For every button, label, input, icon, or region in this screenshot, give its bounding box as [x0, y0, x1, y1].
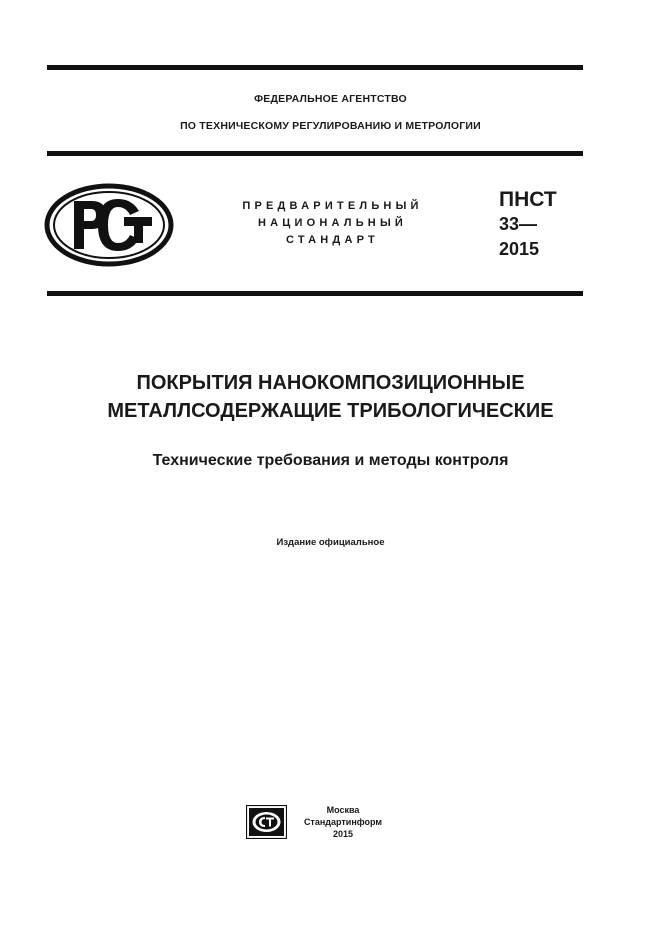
standard-code-number: 33— [499, 214, 538, 234]
publisher-name: Стандартинформ [303, 817, 383, 827]
publisher-city: Москва [326, 805, 360, 815]
standard-type-line-2: НАЦИОНАЛЬНЫЙ [257, 217, 408, 229]
standard-code-prefix: ПНСТ [499, 188, 557, 211]
rst-logo-icon [44, 183, 174, 267]
agency-line-2: ПО ТЕХНИЧЕСКОМУ РЕГУЛИРОВАНИЮ И МЕТРОЛОГИИ [180, 120, 481, 132]
standard-type-line-3: СТАНДАРТ [286, 234, 379, 246]
document-title-line-1: ПОКРЫТИЯ НАНОКОМПОЗИЦИОННЫЕ [136, 372, 525, 394]
agency-line-1: ФЕДЕРАЛЬНОЕ АГЕНТСТВО [254, 93, 407, 105]
header-bottom-rule [47, 151, 583, 156]
logo-bottom-rule [47, 291, 583, 296]
standard-type-line-1: ПРЕДВАРИТЕЛЬНЫЙ [242, 200, 423, 212]
document-title-line-2: МЕТАЛЛСОДЕРЖАЩИЕ ТРИБОЛОГИЧЕСКИЕ [107, 400, 554, 422]
standartinform-logo-icon [246, 805, 287, 839]
publisher-year: 2015 [332, 829, 354, 839]
document-subtitle: Технические требования и методы контроля [152, 452, 509, 469]
edition-label: Издание официальное [276, 537, 385, 548]
top-rule [47, 65, 583, 70]
standard-code-year: 2015 [499, 239, 540, 259]
